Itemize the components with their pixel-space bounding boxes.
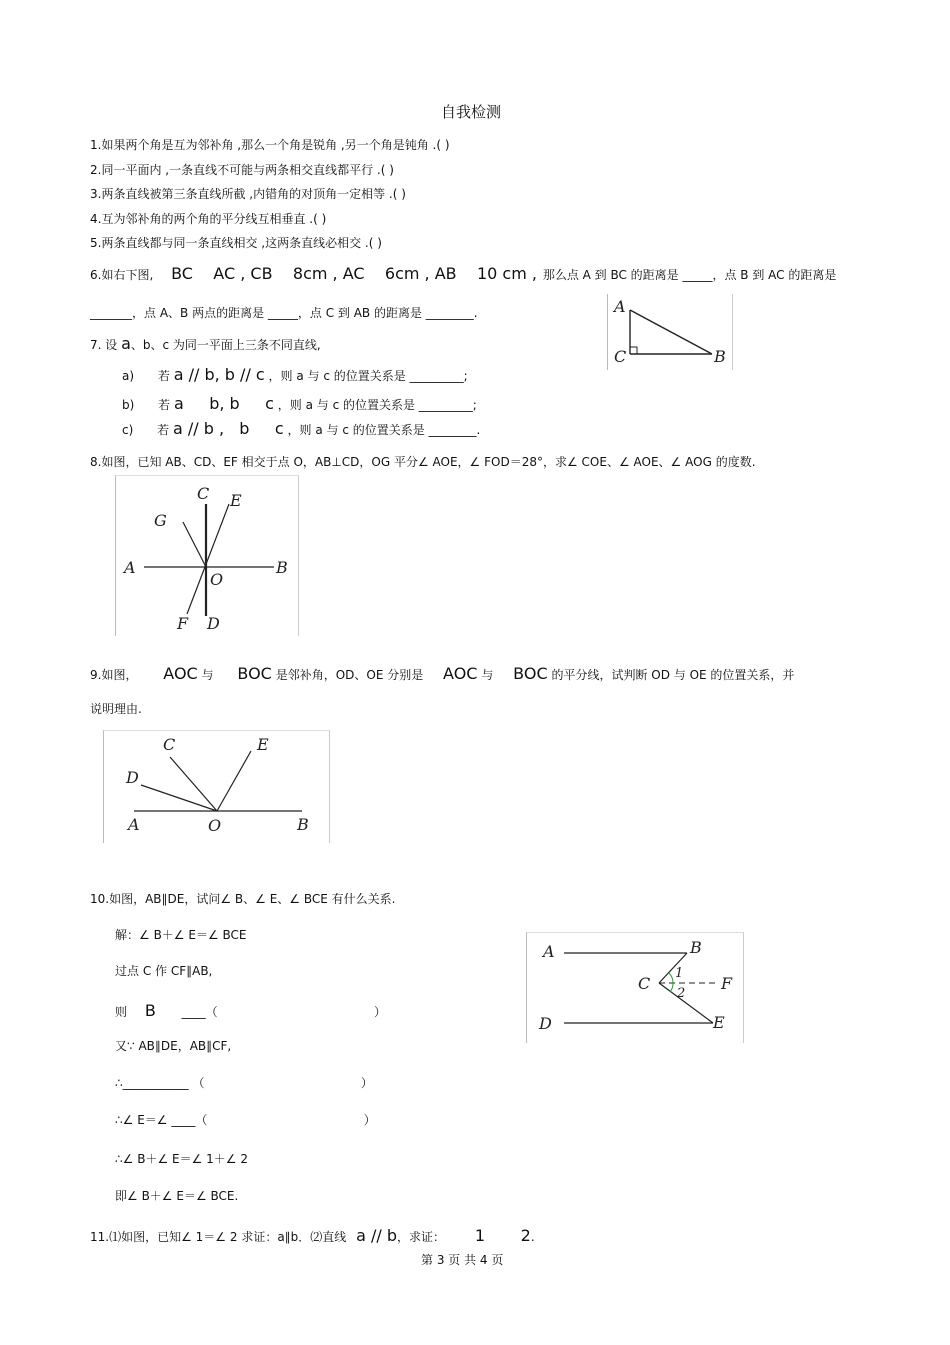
question-9 bbox=[90, 664, 794, 683]
question-1: 1.如果两个角是互为邻补角 ,那么一个角是锐角 ,另一个角是钝角 .( ) bbox=[90, 138, 450, 152]
label-f: F bbox=[721, 974, 733, 993]
label-b: B bbox=[690, 938, 702, 957]
question-7-stem bbox=[90, 334, 321, 353]
label-d: D bbox=[126, 768, 139, 787]
item-math: a // b, b // c bbox=[173, 365, 265, 384]
q9-part: 9.如图， bbox=[90, 668, 138, 682]
q10-line: 即∠ B＋∠ E＝∠ BCE. bbox=[115, 1189, 239, 1203]
question-7-stem-prefix: 7. 设 bbox=[90, 338, 118, 352]
question-2: 2.同一平面内 ,一条直线不可能与两条相交直线都平行 .( ) bbox=[90, 163, 394, 177]
intersecting-lines-figure bbox=[115, 475, 299, 636]
q11-part: ，求证： bbox=[397, 1230, 446, 1244]
q10-line: ∴∠ E＝∠ ____（ ） bbox=[115, 1113, 376, 1127]
right-triangle-figure bbox=[607, 294, 733, 370]
label-angle-1: 1 bbox=[675, 966, 684, 981]
q9-angle: BOC bbox=[513, 664, 548, 683]
page-footer: 第 3 页 共 4 页 bbox=[421, 1253, 504, 1267]
label-o: O bbox=[210, 570, 224, 589]
q10-line: 过点 C 作 CF∥AB, bbox=[115, 964, 213, 978]
q11-part: . bbox=[530, 1230, 535, 1244]
question-9-line2: 说明理由. bbox=[90, 702, 142, 716]
label-g: G bbox=[154, 511, 167, 530]
q10-line: 解：∠ B＋∠ E＝∠ BCE bbox=[115, 928, 247, 942]
then-word: 则 bbox=[115, 1005, 128, 1019]
label-o: O bbox=[208, 816, 222, 835]
question-8: 8.如图，已知 AB、CD、EF 相交于点 O，AB⊥CD，OG 平分∠ AOE，∠ FOD＝28°，求∠ COE、∠ AOE、∠ AOG 的度数. bbox=[90, 455, 756, 469]
question-6-prefix: 6.如右下图, bbox=[90, 268, 154, 282]
question-6-math: BC AC , CB 8cm , AC 6cm , AB 10 cm , bbox=[171, 264, 537, 283]
q9-part: 是邻补角，OD、OE 分别是 bbox=[275, 668, 424, 682]
q11-part: 11.⑴如图，已知∠ 1＝∠ 2 求证：a∥b．⑵直线 bbox=[90, 1230, 347, 1244]
item-if: 若 bbox=[157, 369, 170, 383]
question-3: 3.两条直线被第三条直线所截 ,内错角的对顶角一定相等 .( ) bbox=[90, 187, 406, 201]
label-d: D bbox=[207, 614, 220, 633]
label-e: E bbox=[713, 1013, 725, 1032]
item-math: a b, b c bbox=[173, 394, 274, 413]
question-7-item bbox=[122, 394, 477, 413]
page-title: 自我检测 bbox=[441, 103, 502, 121]
item-text: ，则 a 与 c 的位置关系是 _________; bbox=[277, 398, 477, 412]
question-6-line2: _______，点 A、B 两点的距离是 _____，点 C 到 AB 的距离是 ________. bbox=[90, 306, 478, 320]
q10-line: ∴___________ （ ） bbox=[115, 1076, 373, 1090]
item-tag: a) bbox=[122, 369, 135, 383]
item-text: ，则 a 与 c 的位置关系是 _________; bbox=[268, 369, 468, 383]
supplementary-angles-figure bbox=[103, 730, 330, 843]
triangle-label-a: A bbox=[614, 297, 626, 316]
parallel-lines-figure bbox=[526, 932, 744, 1043]
question-7-stem-var: a bbox=[121, 334, 131, 353]
question-6-suffix: 那么点 A 到 BC 的距离是 _____，点 B 到 AC 的距离是 bbox=[542, 268, 837, 282]
item-tag: b) bbox=[122, 398, 135, 412]
q10-line: ∴∠ B＋∠ E＝∠ 1＋∠ 2 bbox=[115, 1152, 249, 1166]
triangle-label-c: C bbox=[614, 347, 627, 366]
label-c: C bbox=[197, 484, 210, 503]
question-7-item bbox=[122, 365, 468, 384]
item-text: ，则 a 与 c 的位置关系是 ________. bbox=[287, 423, 481, 437]
label-c: C bbox=[638, 974, 651, 993]
question-7-stem-suffix: 、b、c 为同一平面上三条不同直线, bbox=[130, 338, 321, 352]
q11-math: a // b bbox=[356, 1226, 398, 1245]
label-angle-2: 2 bbox=[677, 986, 686, 1001]
label-a: A bbox=[128, 815, 140, 834]
then-blank: ____（ ） bbox=[181, 1005, 387, 1019]
q11-math: 1 2 bbox=[474, 1226, 531, 1245]
item-math: a // b , b c bbox=[172, 419, 284, 438]
q9-part: 与 bbox=[201, 668, 214, 682]
label-e: E bbox=[257, 735, 269, 754]
question-6 bbox=[90, 264, 836, 283]
item-if: 若 bbox=[157, 423, 170, 437]
label-d: D bbox=[539, 1014, 552, 1033]
triangle-label-b: B bbox=[714, 347, 726, 366]
q9-angle: BOC bbox=[237, 664, 272, 683]
question-10: 10.如图，AB∥DE，试问∠ B、∠ E、∠ BCE 有什么关系. bbox=[90, 892, 396, 906]
q9-part: 与 bbox=[481, 668, 494, 682]
label-f: F bbox=[177, 614, 189, 633]
q9-angle: AOC bbox=[443, 664, 478, 683]
angle-b: B bbox=[144, 1001, 156, 1020]
question-7-item bbox=[122, 419, 480, 438]
label-e: E bbox=[230, 491, 242, 510]
label-b: B bbox=[276, 558, 288, 577]
q9-angle: AOC bbox=[163, 664, 198, 683]
item-if: 若 bbox=[158, 398, 171, 412]
q9-part: 的平分线，试判断 OD 与 OE 的位置关系，并 bbox=[551, 668, 795, 682]
label-a: A bbox=[124, 558, 136, 577]
item-tag: c) bbox=[122, 423, 134, 437]
label-b: B bbox=[297, 815, 309, 834]
q10-line: 又∵ AB∥DE，AB∥CF, bbox=[115, 1039, 232, 1053]
q10-line-then bbox=[115, 1001, 386, 1020]
question-4: 4.互为邻补角的两个角的平分线互相垂直 .( ) bbox=[90, 212, 327, 226]
label-c: C bbox=[163, 735, 176, 754]
question-11 bbox=[90, 1226, 535, 1245]
question-5: 5.两条直线都与同一条直线相交 ,这两条直线必相交 .( ) bbox=[90, 236, 382, 250]
label-a: A bbox=[543, 942, 555, 961]
